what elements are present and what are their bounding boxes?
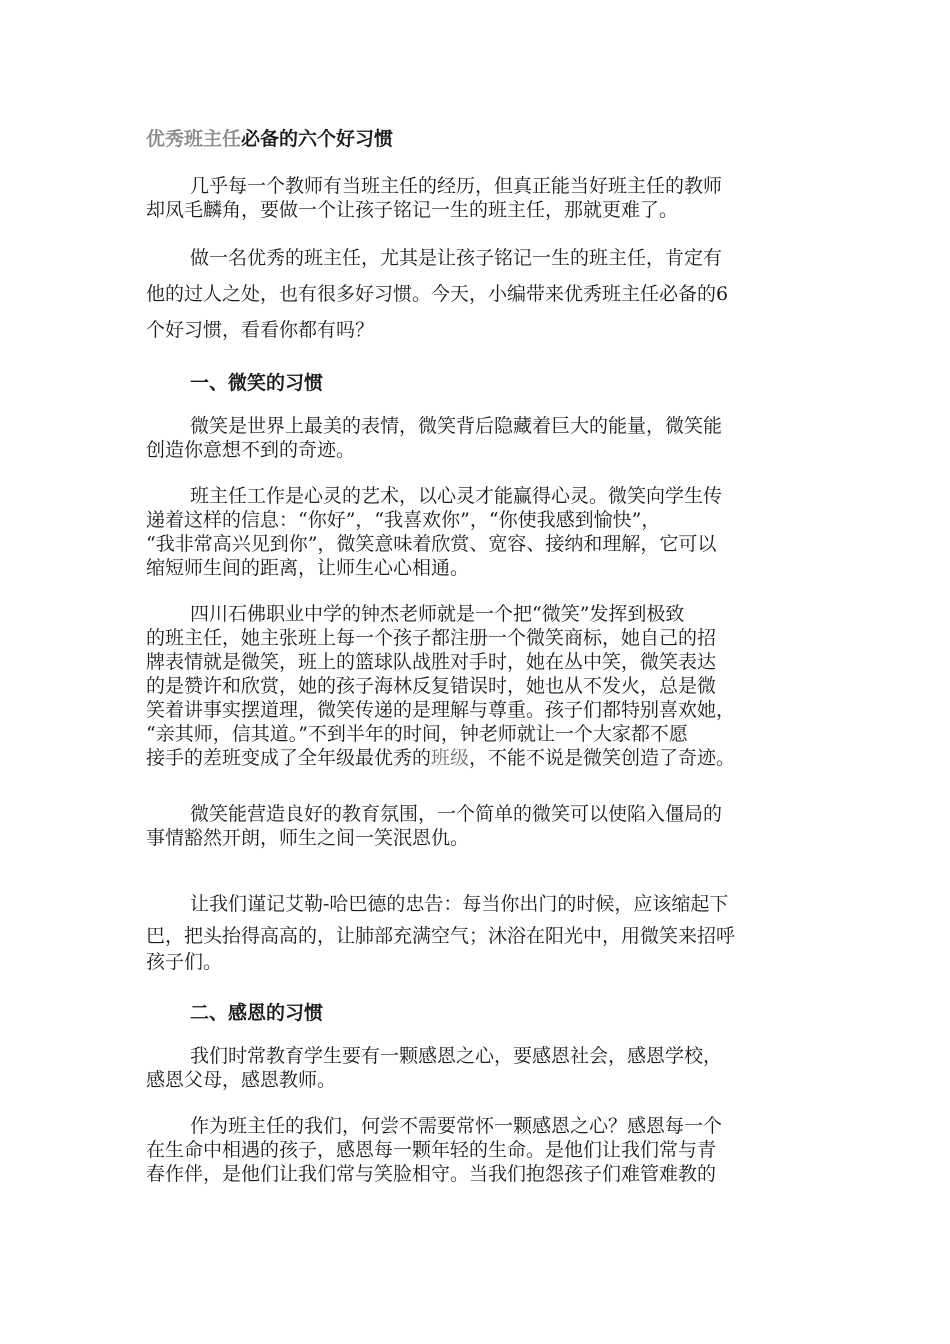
text-line: 几乎每一个教师有当班主任的经历，但真正能当好班主任的教师 — [190, 175, 723, 197]
text-line: 我们时常教育学生要有一颗感恩之心，要感恩社会，感恩学校， — [190, 1045, 723, 1067]
text-line: 牌表情就是微笑，班上的篮球队战胜对手时，她在丛中笑，微笑表达 — [146, 651, 717, 673]
paragraph-4 — [146, 484, 816, 580]
text-line: 笑着讲事实摆道理，微笑传递的是理解与尊重。孩子们都特别喜欢她， — [146, 699, 736, 721]
text-line: 孩子们。 — [146, 951, 223, 973]
text-line: 感恩父母，感恩教师。 — [146, 1069, 337, 1091]
class-link-text: 班级 — [431, 747, 470, 769]
paragraph-6 — [146, 802, 816, 850]
text-line: 他的过人之处，也有很多好习惯。今天，小编带来优秀班主任必备的6 — [146, 283, 729, 305]
text-line: 四川石佛职业中学的钟杰老师就是一个把“微笑”发挥到极致 — [190, 603, 685, 625]
title-part-1: 优秀班主任 — [146, 128, 242, 150]
text-line: 递着这样的信息：“你好”，“我喜欢你”，“你使我感到愉快”， — [146, 509, 661, 531]
text-line: 创造你意想不到的奇迹。 — [146, 439, 356, 461]
text-line: 个好习惯，看看你都有吗？ — [146, 319, 375, 341]
text-segment: 接手的差班变成了全年级最优秀的 — [146, 747, 432, 769]
text-line: “亲其师，信其道。”不到半年的时间，钟老师就让一个大家都不愿 — [146, 723, 688, 745]
text-line: 让我们谨记艾勒-哈巴德的忠告：每当你出门的时候，应该缩起下 — [190, 893, 729, 915]
text-line — [146, 746, 816, 770]
paragraph-1 — [146, 174, 816, 222]
text-line: 的班主任，她主张班上每一个孩子都注册一个微笑商标，她自己的招 — [146, 627, 717, 649]
paragraph-2 — [146, 240, 816, 348]
text-line: 微笑能营造良好的教育氛围，一个简单的微笑可以使陷入僵局的 — [190, 803, 723, 825]
text-line: 班主任工作是心灵的艺术，以心灵才能赢得心灵。微笑向学生传 — [190, 485, 723, 507]
page-title — [146, 124, 393, 151]
paragraph-3 — [146, 414, 816, 462]
paragraph-9 — [146, 1114, 816, 1186]
text-line: 微笑是世界上最美的表情，微笑背后隐藏着巨大的能量，微笑能 — [190, 415, 723, 437]
section-heading-2: 二、感恩的习惯 — [190, 1002, 324, 1024]
paragraph-7 — [146, 886, 816, 974]
text-line: 春作伴，是他们让我们常与笑脸相守。当我们抱怨孩子们难管难教的 — [146, 1163, 717, 1185]
section-heading-1: 一、微笑的习惯 — [190, 372, 324, 394]
paragraph-5 — [146, 602, 816, 770]
text-line: 的是赞许和欣赏，她的孩子海林反复错误时，她也从不发火，总是微 — [146, 675, 717, 697]
text-line: 事情豁然开朗，师生之间一笑泯恩仇。 — [146, 827, 470, 849]
text-line: 缩短师生间的距离，让师生心心相通。 — [146, 557, 470, 579]
text-line: 却凤毛麟角，要做一个让孩子铭记一生的班主任，那就更难了。 — [146, 199, 679, 221]
text-line: “我非常高兴见到你”，微笑意味着欣赏、宽容、接纳和理解，它可以 — [146, 533, 717, 555]
text-segment: ，不能不说是微笑创造了奇迹。 — [469, 747, 736, 769]
text-line: 作为班主任的我们，何尝不需要常怀一颗感恩之心？感恩每一个 — [190, 1115, 723, 1137]
paragraph-8 — [146, 1044, 816, 1092]
title-part-2: 必备的六个好习惯 — [241, 128, 394, 150]
text-line: 在生命中相遇的孩子，感恩每一颗年轻的生命。是他们让我们常与青 — [146, 1139, 717, 1161]
text-line: 巴，把头抬得高高的，让肺部充满空气；沐浴在阳光中，用微笑来招呼 — [146, 925, 736, 947]
text-line: 做一名优秀的班主任，尤其是让孩子铭记一生的班主任，肯定有 — [190, 247, 723, 269]
